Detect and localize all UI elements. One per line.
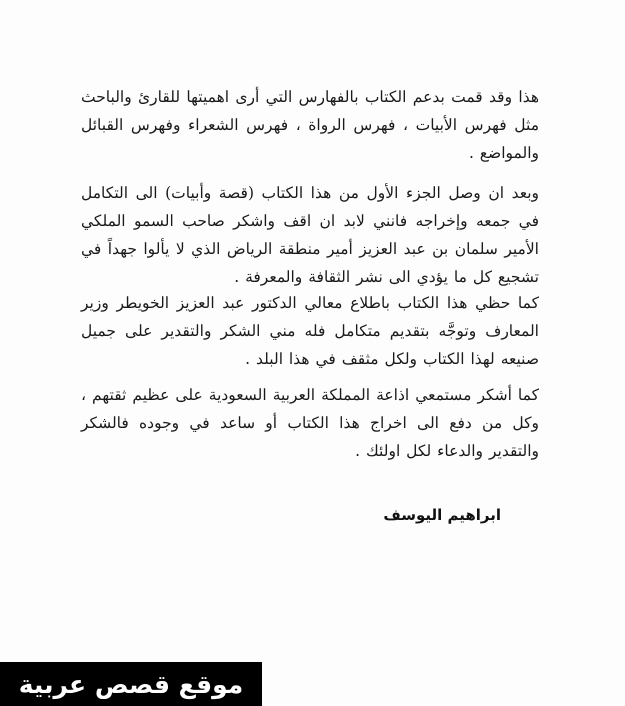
paragraph-thanks-minister: كما حظي هذا الكتاب باطلاع معالي الدكتور عبد العزيز الخويطر وزير المعارف وتوجَّه بتقديم متكامل فله مني الشكر والتقدير على جميل صنيعه لهذا الكتاب ولكل مثقف في هذا البلد . bbox=[81, 294, 539, 368]
watermark-banner bbox=[0, 662, 262, 706]
paragraph-indexes: هذا وقد قمت بدعم الكتاب بالفهارس التي أرى اهميتها للقارئ والباحث مثل فهرس الأبيات ، فهرس الرواة ، فهرس الشعراء وفهرس القبائل والمواضع . bbox=[81, 88, 539, 162]
watermark-text: موقع قصص عربية bbox=[18, 669, 244, 699]
paragraph-thanks-prince: وبعد ان وصل الجزء الأول من هذا الكتاب (قصة وأبيات) الى التكامل في جمعه وإخراجه فانني لابد ان اقف واشكر صاحب السمو الملكي الأمير سلمان بن عبد العزيز أمير منطقة الرياض الذي لا يألوا جهداً في تشجيع كل ما يؤدي الى نشر الثقافة والمعرفة . bbox=[81, 184, 539, 286]
author-signature: ابراهيم اليوسف bbox=[383, 506, 501, 524]
paragraph-thanks-listeners: كما أشكر مستمعي اذاعة المملكة العربية السعودية على عظيم ثقتهم ، وكل من دفع الى اخراج هذا الكتاب أو ساعد في وجوده فالشكر والتقدير والدعاء لكل اولئك . bbox=[81, 386, 539, 460]
